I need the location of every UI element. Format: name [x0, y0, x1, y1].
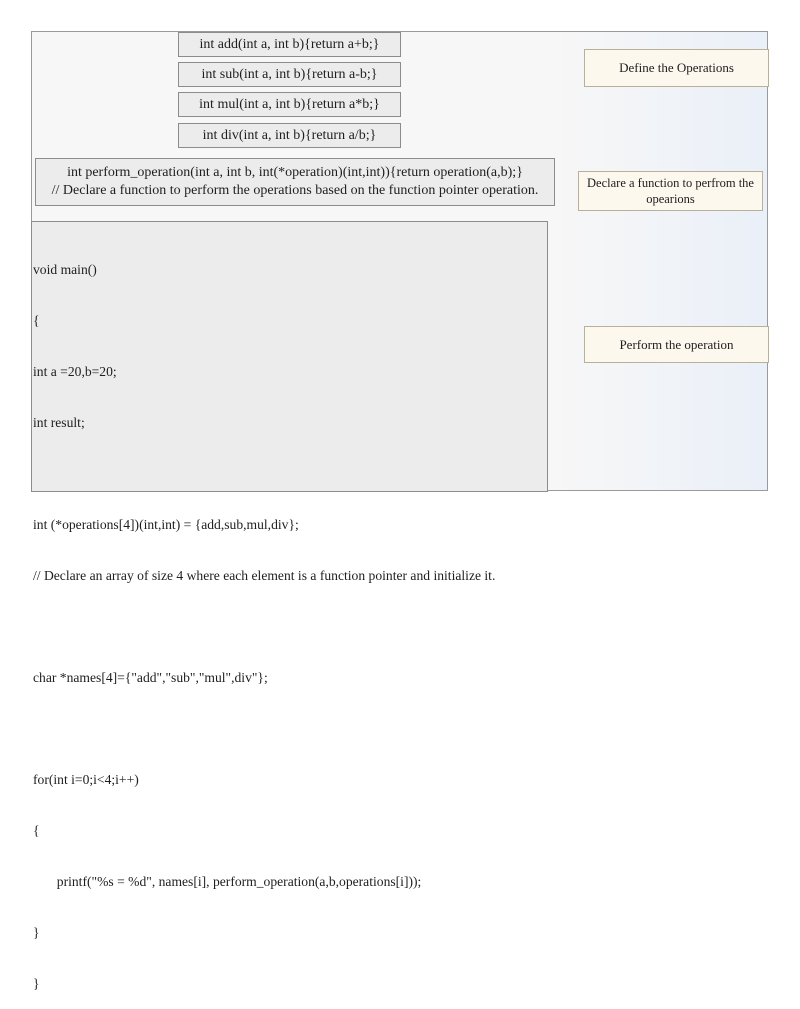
code-line [33, 720, 547, 737]
perform-operation-code: int perform_operation(int a, int b, int(*operation)(int,int)){return operation(a,b);} [67, 165, 523, 180]
code-line: } [33, 976, 40, 991]
code-line [33, 618, 547, 635]
main-function-box [31, 221, 548, 991]
code-line: int result; [33, 415, 85, 430]
code-line: char *names[4]={"add","sub","mul",div"}; [33, 670, 268, 685]
sub-function-box: int sub(int a, int b){return a-b;} [178, 62, 401, 87]
perform-operation-comment: // Declare a function to perform the operations based on the function pointer operation. [51, 183, 539, 198]
code-line: { [33, 313, 40, 328]
code-line: // Declare an array of size 4 where each element is a function pointer and initialize it. [33, 568, 496, 583]
code-line: { [33, 823, 40, 838]
code-line [33, 465, 547, 482]
code-line: } [33, 925, 40, 940]
code-line: for(int i=0;i<4;i++) [33, 772, 139, 787]
perform-operation-note: Perform the operation [584, 326, 769, 363]
code-line: printf("%s = %d", names[i], perform_operation(a,b,operations[i])); [33, 874, 422, 889]
mul-function-box: int mul(int a, int b){return a*b;} [178, 92, 401, 117]
define-operations-note: Define the Operations [584, 49, 769, 87]
declare-function-note: Declare a function to perfrom the opearions [578, 171, 763, 211]
code-line: int a =20,b=20; [33, 364, 117, 379]
code-line: void main() [33, 262, 97, 277]
code-line: int (*operations[4])(int,int) = {add,sub,mul,div}; [33, 517, 299, 532]
perform-operation-box [35, 158, 555, 206]
div-function-box: int div(int a, int b){return a/b;} [178, 123, 401, 148]
add-function-box: int add(int a, int b){return a+b;} [178, 32, 401, 57]
